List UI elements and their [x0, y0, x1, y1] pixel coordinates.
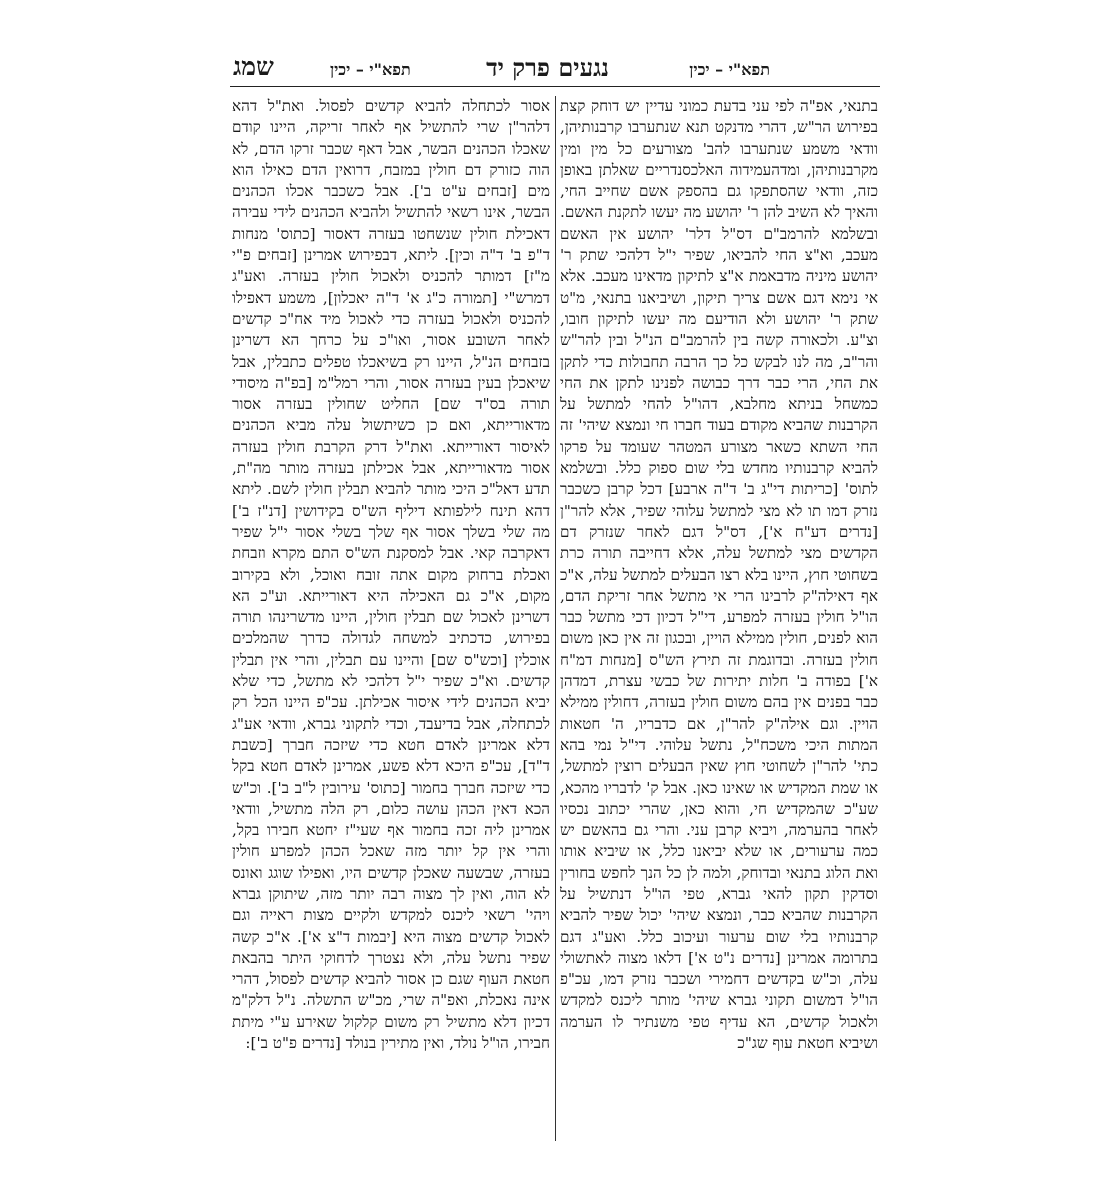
chapter-title: נגעים פרק יד — [486, 53, 609, 82]
page-number: שמג — [233, 52, 274, 81]
column-divider — [555, 96, 556, 1141]
text-column-left: אסור לכתחלה להביא קדשים לפסול. ואת"ל דהא דלהר"ן שרי להתשיל אף לאחר זריקה, היינו קודם שאכלו הכהנים הבשר, אבל דאף שכבר זרקו הדם, לא הוה כזורק דם חולין במזבח, דרואין הדם כאילו הוא מים [זבחים ע"ט ב']. אבל כשכבר אכלו הכהנים הבשר, אינו רשאי להתשיל ולהביא הכהנים לידי עבירה דאכילת חולין שנשחטו בעזרה דאסור [כתוס' מנחות ד"פ ב' ד"ה וכין]. ליתא, דבפירוש אמרינן [זבחים פ"י מ"ז] דמותר להכניס ולאכול חולין בעזרה. ואע"ג דמרש"י [תמורה כ"ג א' ד"ה יאכלון], משמע דאפילו להכניס ולאכול בעזרה כדי לאכול מיד אח"כ קדשים לאחר השובע אסור, ואו"כ על כרחך הא דשרינן בזבחים הנ"ל, היינו רק בשיאכלו טפלים כתבלין, אבל שיאכלן בעין בעזרה אסור, והרי רמל"מ [בפ"ה מיסודי תורה בס"ד שם] החליט שחולין בעזרה אסור מדאורייתא, ואם כן כשיתשול עלה מביא הכהנים לאיסור דאורייתא. ואת"ל דרק הקרבת חולין בעזרה אסור מדאורייתא, אבל אכילתן בעזרה מותר מה"ת, תדע דאל"כ היכי מותר להביא תבלין חולין לשם. ליתא דהא תינח לילפותא דיליף הש"ס בקידושין [דנ"ז ב'] מה שלי בשלך אסור אף שלך בשלי אסור י"ל שפיר דאקרבה קאי. אבל למסקנת הש"ס התם מקרא וזבחת ואכלת ברחוק מקום אתה זובח ואוכל, ולא בקירוב מקום, א"כ גם האכילה היא דאורייתא. וע"כ הא דשרינן לאכול שם תבלין חולין, היינו מדשרינהו תורה בפירוש, כדכתיב למשחה לגדולה כדרך שהמלכים אוכלין [וכש"ס שם] והיינו עם תבלין, והרי אין תבלין קדשים. וא"כ שפיר י"ל דלהכי לא מתשל, כדי שלא יביא הכהנים לידי איסור אכילתן. עכ"פ היינו הכל רק לכתחלה, אבל בדיעבד, וכדי לתקוני גברא, וודאי אע"ג דלא אמרינן לאדם חטא כדי שיזכה חברך [כשבת ד"ד], עכ"פ היכא דלא פשע, אמרינן לאדם חטא בקל כדי שיזכה חברך בחמור [כתוס' עירובין ל"ב ב']. וכ"ש הכא דאין הכהן עושה כלום, רק הלה מתשיל, וודאי אמרינן ליה זכה בחמור אף שעי"ז יחטא חבירו בקל, והרי אין קל יותר מזה שאכל הכהן למפרע חולין בעזרה, שבשעה שאכלן קדשים היו, ואפילו שוגג ואונס לא הוה, ואין לך מצוה רבה יותר מזה, שיתוקן גברא ויהי' רשאי ליכנס למקדש ולקיים מצות ראייה וגם לאכול קדשים מצוה היא [יבמות ד"צ א']. א"כ קשה שפיר נתשל עלה, ולא נצטרך לדחוקי היתר בהבאת חטאת העוף שגם כן אסור להביא קדשים לפסול, דהרי אינה נאכלת, ואפ"ה שרי, מכ"ש התשלה. נ"ל דלק"מ דכיון דלא מתשיל רק משום קלקול שאירע ע"י מיתת חבירו, הו"ל נולד, ואין מתירין בנולד [נדרים פ"ט ב']: — [232, 97, 550, 1053]
text-column-right: בתנאי, אפ"ה לפי עני בדעת כמוני עדיין יש דוחק קצת בפירוש הר"ש, דהרי מדנקט תנא שנתערבו קרבנותיהן, וודאי משמע שנתערבו להב' מצורעים כל מין ומין מקרבנותיהן, ומדהעמידוה האלכסנדריים שאלתן באופן כזה, וודאי שהסתפקו גם בהספק אשם שחייב החי, והאיך לא השיב להן ר' יהושע מה יעשו לתקנת האשם. ובשלמא להרמב"ם דס"ל דלר' יהושע אין האשם מעכב, וא"צ החי להביאו, שפיר י"ל דלהכי שתק ר' יהושע מיניה מדבאמת א"צ לתיקון מדאינו מעכב. אלא אי נימא דגם אשם צריך תיקון, ושיביאנו בתנאי, מ"ט שתק ר' יהושע ולא הודיעם מה יעשו לתיקון חובו, וצ"ע. ולכאורה קשה בין להרמב"ם הנ"ל ובין להר"ש והר"ב, מה לנו לבקש כל כך הרבה תחבולות כדי לתקן את החי, הרי כבר דרך כבושה לפנינו לתקן את החי כמשחל בניתא מחלבא, דהו"ל להחי למתשל על הקרבנות שהביא מקודם בעוד חברו חי ונמצא שיהי' זה החי השתא כשאר מצורע המטהר שעומד על פרקו להביא קרבנותיו מחדש בלי שום ספוק כלל. ובשלמא לתוס' [כריתות די"ג ב' ד"ה ארבע] דכל קרבן כשכבר נזרק דמו תו לא מצי למתשל עלוהי שפיר, אלא להר"ן [נדרים דע"ח א'], דס"ל דגם לאחר שנזרק דם הקדשים מצי למתשל עלה, אלא דחייבה תורה כרת בשחוטי חוץ, היינו בלא רצו הבעלים למתשל עלה, א"כ אף דאילה"ק לרבינו הרי אי מתשל אחר זריקת הדם, הו"ל חולין בעזרה למפרע, די"ל דכיון דכי מתשל כבר הוא לפנים, חולין ממילא הויין, ובכגון זה אין כאן משום חולין בעזרה. ובדוגמת זה תירץ הש"ס [מנחות דמ"ח א'] בפודה ב' חלות יתירות של כבשי עצרת, דמדהן כבר בפנים אין בהם משום חולין בעזרה, דחולין ממילא הויין. וגם אילה"ק להר"ן, אם כדבריו, ה' חטאות המתות היכי משכח"ל, נתשל עלוהי. די"ל נמי בהא כתי' להר"ן לשחוטי חוץ שאין הבעלים רוצין למתשל, או שמת המקדיש או שאינו כאן. אבל ק' לדבריו מהכא, שע"כ שהמקדיש חי, והוא כאן, שהרי יכתוב נכסיו לאחר בהערמה, ויביא קרבן עני. והרי גם בהאשם יש כמה ערעורים, או שלא יביאנו כלל, או שיביא אותו ואת הלוג בתנאי ובדוחק, ולמה לן כל הנך לחפש בחורין וסדקין תקון להאי גברא, טפי הו"ל דנתשיל על הקרבנות שהביא כבר, ונמצא שיהי' יכול שפיר להביא קרבנותיו בלי שום ערעור ועיכוב כלל. ואע"ג דגם בתרומה אמרינן [נדרים נ"ט א'] דלאו מצוה לאתשולי עלה, וכ"ש בקדשים דחמירי ושכבר נזרק דמו, עכ"פ הו"ל דמשום תקוני גברא שיהי' מותר ליכנס למקדש ולאכול קדשים, הא עדיף טפי משנתיר לו הערמה ושיביא חטאת עוף שג"כ — [560, 97, 878, 1053]
running-header-right: תפא"י – יכין — [689, 60, 770, 79]
running-header-left: תפא"י – יכין — [330, 60, 411, 79]
header-divider — [230, 86, 880, 87]
